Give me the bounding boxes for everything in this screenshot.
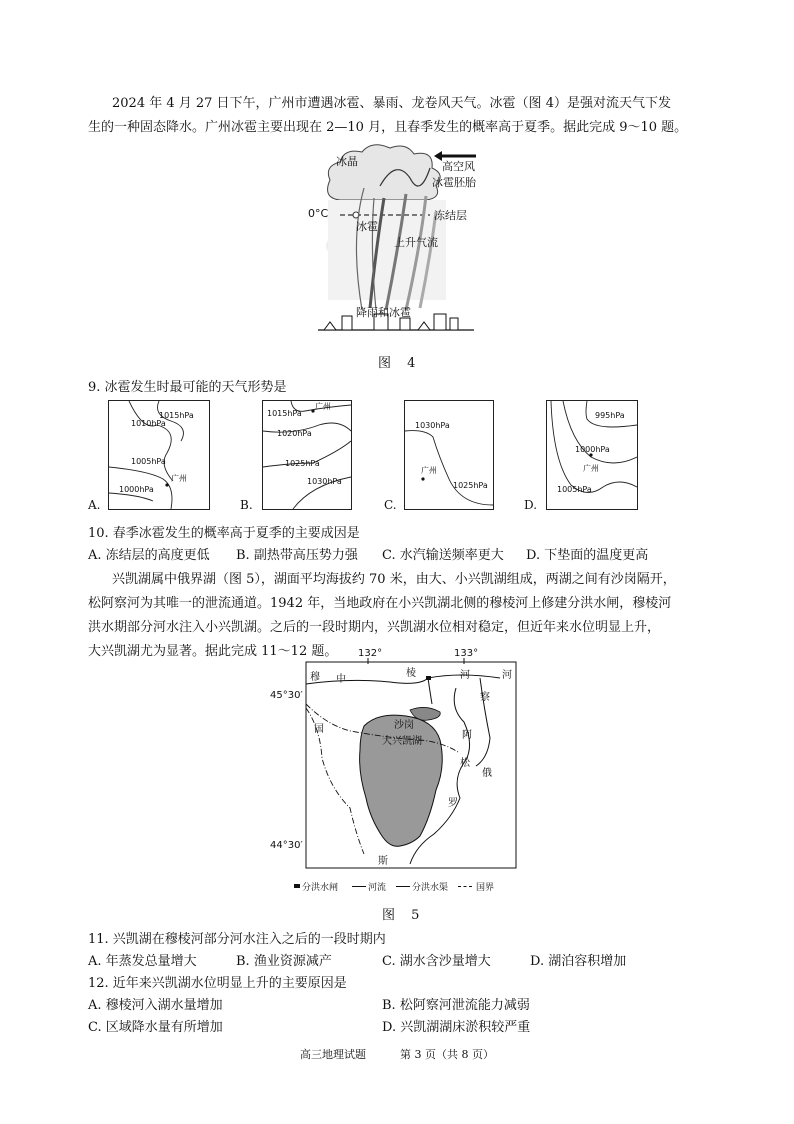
freezing-layer-label: 冻结层 xyxy=(434,209,467,222)
label-si: 斯 xyxy=(378,856,388,867)
intro1-line1: 2024 年 4 月 27 日下午，广州市遭遇冰雹、暴雨、龙卷风天气。冰雹（图 4）是强对流天气下发 xyxy=(112,96,671,111)
legend-sluice: 分洪水闸 xyxy=(302,883,339,893)
label-zhong: 中 xyxy=(336,674,346,685)
q12-stem: 12. 近年来兴凯湖水位明显上升的主要原因是 xyxy=(88,976,347,991)
legend-channel: 分洪水渠 xyxy=(412,883,449,893)
map-d-isobar-1000: 1000hPa xyxy=(575,445,610,454)
label-he1: 河 xyxy=(460,670,470,681)
high-wind-label: 高空风 xyxy=(442,160,475,173)
map-a-guangzhou: 广州 xyxy=(171,474,187,483)
map-b-isobar-1020: 1020hPa xyxy=(277,429,312,438)
q9-map-b[interactable] xyxy=(262,400,352,510)
q11-option-b[interactable]: B. 渔业资源减产 xyxy=(236,954,332,969)
label-he2: 河 xyxy=(502,670,512,681)
figure-5-caption: 图 5 xyxy=(382,908,426,923)
map-c-isobar-1025: 1025hPa xyxy=(453,481,488,490)
lon-133: 133° xyxy=(454,648,479,659)
q9-map-c[interactable] xyxy=(404,400,494,510)
channel-legend-icon xyxy=(396,886,410,887)
label-a: 阿 xyxy=(462,730,472,741)
label-cha: 察 xyxy=(480,692,490,703)
rain-hail-label: 降雨和冰雹 xyxy=(356,306,411,319)
map-a-isobar-1000: 1000hPa xyxy=(119,485,154,494)
footer-page: 第 3 页（共 8 页） xyxy=(400,1048,494,1061)
q9-option-a-letter[interactable]: A. xyxy=(88,498,101,512)
q9-option-b-letter[interactable]: B. xyxy=(240,498,253,512)
q11-option-c[interactable]: C. 湖水含沙量增大 xyxy=(382,954,491,969)
lat-44-30: 44°30′ xyxy=(270,840,303,851)
q9-stem: 9. 冰雹发生时最可能的天气形势是 xyxy=(88,380,287,395)
hail-label: 冰雹 xyxy=(356,220,378,233)
hail-embryo-label: 冰雹胚胎 xyxy=(432,176,476,189)
label-song: 松 xyxy=(460,758,470,769)
label-big-lake: 大兴凯湖 xyxy=(382,736,422,747)
map-c-isobar-1030: 1030hPa xyxy=(415,421,450,430)
q11-option-a[interactable]: A. 年蒸发总量增大 xyxy=(88,954,197,969)
sluice-legend-icon xyxy=(294,884,300,888)
map-d-guangzhou: 广州 xyxy=(583,464,599,473)
map-b-isobar-1025: 1025hPa xyxy=(285,459,320,468)
label-shagang: 沙岗 xyxy=(394,720,414,731)
map-b-isobar-1015: 1015hPa xyxy=(267,409,302,418)
ice-crystal-label: 冰晶 xyxy=(336,155,358,168)
lon-132: 132° xyxy=(358,648,383,659)
map-a-isobar-1010: 1010hPa xyxy=(131,419,166,428)
q11-option-d[interactable]: D. 湖泊容积增加 xyxy=(530,954,627,969)
label-mu: 穆 xyxy=(310,672,320,683)
lat-45-30: 45°30′ xyxy=(270,690,303,701)
q12-option-a[interactable]: A. 穆棱河入湖水量增加 xyxy=(88,998,223,1013)
map-b-guangzhou: 广州 xyxy=(315,402,331,411)
legend-river: 河流 xyxy=(368,883,387,893)
updraft-label: 上升气流 xyxy=(394,236,438,249)
figure-5-legend xyxy=(294,880,524,894)
intro1-line2: 生的一种固态降水。广州冰雹主要出现在 2—10 月，且春季发生的概率高于夏季。据此完成 9～10 题。 xyxy=(88,120,688,135)
river-legend-icon xyxy=(352,886,366,887)
figure-4 xyxy=(310,138,480,338)
q12-option-c[interactable]: C. 区域降水量有所增加 xyxy=(88,1020,223,1035)
zero-c-label: 0°C xyxy=(308,207,329,220)
q9-option-c-letter[interactable]: C. xyxy=(384,498,397,512)
label-luo: 罗 xyxy=(448,798,458,809)
intro2-line4: 大兴凯湖尤为显著。据此完成 11～12 题。 xyxy=(88,644,338,659)
label-guo: 国 xyxy=(314,724,324,735)
map-a-isobar-1015: 1015hPa xyxy=(159,411,194,420)
map-d-isobar-995: 995hPa xyxy=(595,411,625,420)
figure-5 xyxy=(270,648,530,898)
q11-stem: 11. 兴凯湖在穆棱河部分河水注入之后的一段时期内 xyxy=(88,932,386,947)
intro2-line3: 洪水期部分河水注入小兴凯湖。之后的一段时期内，兴凯湖水位相对稳定，但近年来水位明显上升， xyxy=(88,620,661,635)
q10-option-c[interactable]: C. 水汽输送频率更大 xyxy=(382,548,504,563)
map-a-isobar-1005: 1005hPa xyxy=(131,457,166,466)
q10-option-b[interactable]: B. 副热带高压势力强 xyxy=(236,548,358,563)
intro2-line1: 兴凯湖属中俄界湖（图 5），湖面平均海拔约 70 米，由大、小兴凯湖组成，两湖之间有沙岗隔开， xyxy=(112,572,676,587)
map-b-isobar-1030: 1030hPa xyxy=(307,477,342,486)
border-legend-icon xyxy=(458,886,472,887)
q10-stem: 10. 春季冰雹发生的概率高于夏季的主要成因是 xyxy=(88,526,360,541)
intro2-line2: 松阿察河为其唯一的泄流通道。1942 年，当地政府在小兴凯湖北侧的穆棱河上修建分洪水闸，穆棱河 xyxy=(88,596,672,611)
q10-option-d[interactable]: D. 下垫面的温度更高 xyxy=(526,548,649,563)
legend-border: 国界 xyxy=(476,883,495,893)
q10-option-a[interactable]: A. 冻结层的高度更低 xyxy=(88,548,210,563)
map-d-isobar-1005: 1005hPa xyxy=(557,485,592,494)
q9-map-d[interactable] xyxy=(546,400,638,510)
q9-option-d-letter[interactable]: D. xyxy=(524,498,538,512)
footer-subject: 高三地理试题 xyxy=(300,1048,366,1061)
label-ling: 棱 xyxy=(406,668,416,679)
q9-map-a[interactable] xyxy=(108,400,210,510)
figure-4-caption: 图 4 xyxy=(378,356,422,371)
label-e: 俄 xyxy=(482,768,492,779)
q12-option-b[interactable]: B. 松阿察河泄流能力减弱 xyxy=(382,998,530,1013)
map-c-guangzhou: 广州 xyxy=(421,466,437,475)
q12-option-d[interactable]: D. 兴凯湖湖床淤积较严重 xyxy=(382,1020,531,1035)
